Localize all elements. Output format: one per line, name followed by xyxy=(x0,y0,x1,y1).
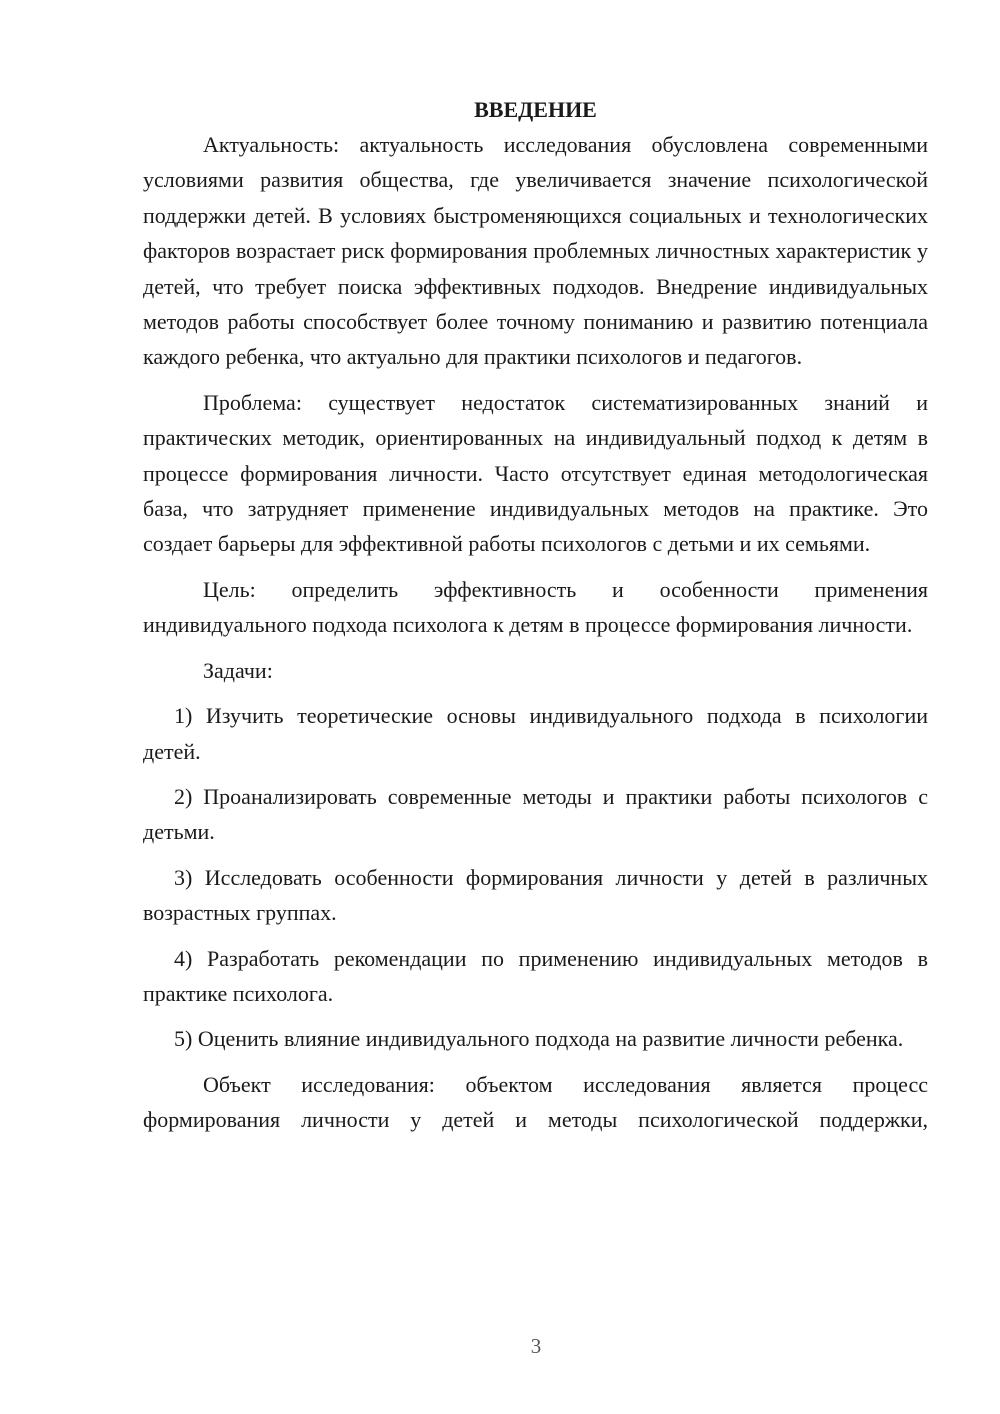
paragraph-problem: Проблема: существует недостаток систематизированных знаний и практических методик, ориентированных на индивидуальный подход к детям в процессе формирования личности. Часто отсутствует единая методологическая база, что затрудняет применение индивидуальных методов на практике. Это создает барьеры для эффективной работы психологов с детьми и их семьями. xyxy=(143,389,928,557)
page-number: 3 xyxy=(530,1334,542,1358)
paragraph-tasks-heading: Задачи: xyxy=(203,657,273,683)
section-title: ВВЕДЕНИЕ xyxy=(474,97,597,122)
paragraph-relevance: Актуальность: актуальность исследования обусловлена современными условиями развития общества, где увеличивается значение психологической поддержки детей. В условиях быстроменяющихся социальных и технологических факторов возрастает риск формирования проблемных личностных характеристик у детей, что требует поиска эффективных подходов. Внедрение индивидуальных методов работы способствует более точному пониманию и развитию потенциала каждого ребенка, что актуально для практики психологов и педагогов. xyxy=(143,132,928,370)
document-page xyxy=(143,92,928,1148)
paragraph-object: Объект исследования: объектом исследования является процесс формирования личности у детей и методы психологической поддержки, xyxy=(143,1071,928,1133)
task-item: 4) Разработать рекомендации по применению индивидуальных методов в практике психолога. xyxy=(143,945,928,1006)
paragraph-goal: Цель: определить эффективность и особенности применения индивидуального подхода психолога к детям в процессе формирования личности. xyxy=(143,576,928,638)
task-item: 5) Оценить влияние индивидуального подхода на развитие личности ребенка. xyxy=(174,1026,904,1052)
task-item: 1) Изучить теоретические основы индивидуального подхода в психологии детей. xyxy=(143,703,928,764)
task-item: 2) Проанализировать современные методы и практики работы психологов с детьми. xyxy=(143,783,928,845)
task-item: 3) Исследовать особенности формирования личности у детей в различных возрастных группах. xyxy=(143,864,928,926)
